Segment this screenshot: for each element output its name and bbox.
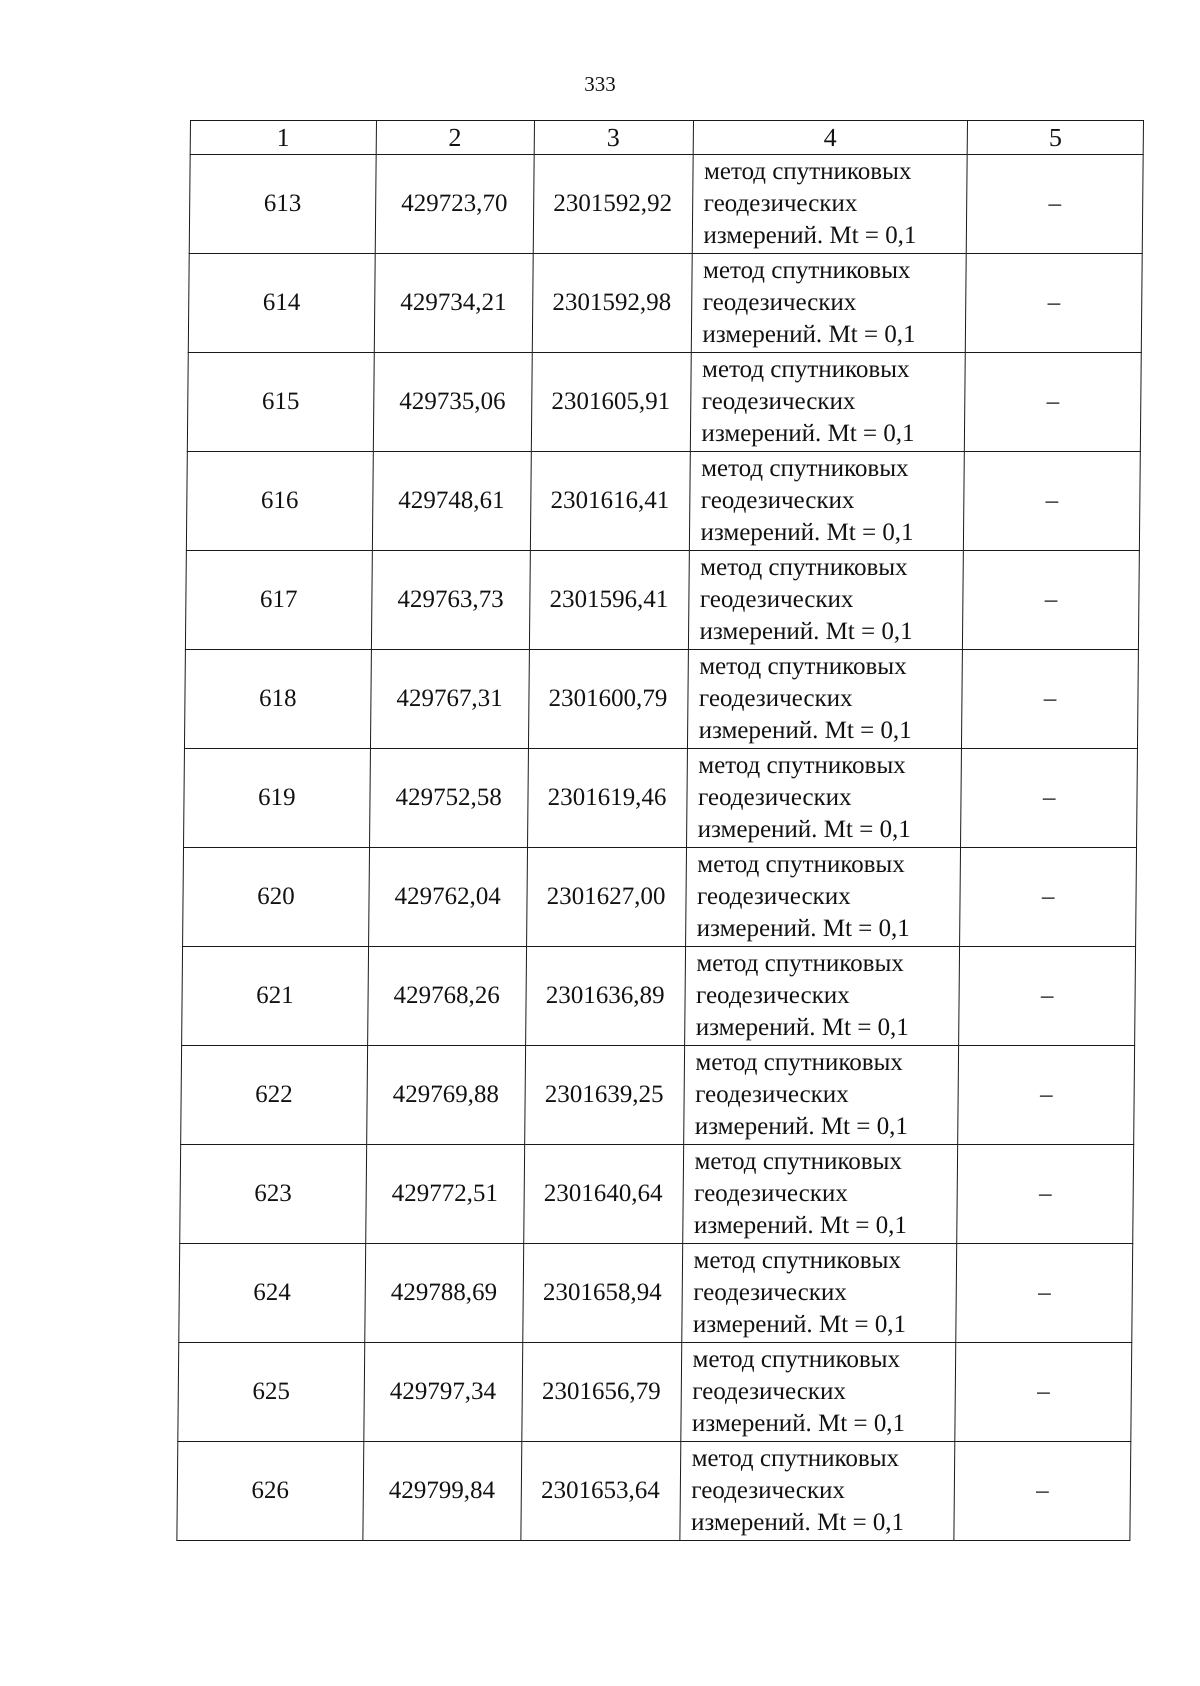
coordinate-x-cell: 429768,26 <box>367 947 526 1046</box>
coordinate-y-cell: 2301600,79 <box>528 650 688 749</box>
method-cell <box>692 155 968 254</box>
coordinate-x-cell: 429763,73 <box>371 551 530 650</box>
note-cell: – <box>960 848 1137 947</box>
coordinate-y-cell: 2301592,98 <box>532 254 692 353</box>
point-number-cell: 613 <box>189 155 376 254</box>
point-number-cell: 623 <box>180 1145 367 1244</box>
method-text-line: измерений. Mt = 0,1 <box>694 1113 909 1140</box>
point-number-cell: 624 <box>179 1244 366 1343</box>
method-text-line: геодезических <box>695 1081 849 1108</box>
method-text-line: измерений. Mt = 0,1 <box>702 321 916 348</box>
column-header-1: 1 <box>190 121 376 155</box>
coordinate-y-cell: 2301653,64 <box>520 1442 680 1541</box>
method-text-line: метод спутниковых <box>701 356 910 383</box>
coordinate-y-cell: 2301627,00 <box>526 848 686 947</box>
method-text-line: метод спутниковых <box>702 257 911 284</box>
note-cell: – <box>965 353 1142 452</box>
method-text-line: геодезических <box>700 487 855 514</box>
method-text-line: геодезических <box>698 685 853 712</box>
method-cell <box>690 353 966 452</box>
note-cell: – <box>956 1244 1133 1343</box>
point-number-cell: 620 <box>183 848 370 947</box>
coordinate-y-cell: 2301658,94 <box>522 1244 682 1343</box>
note-cell: – <box>954 1442 1131 1541</box>
method-text-line: измерений. Mt = 0,1 <box>691 1410 906 1437</box>
method-text-line: метод спутниковых <box>693 1247 902 1274</box>
point-number-cell: 619 <box>184 749 371 848</box>
method-cell <box>683 1046 959 1145</box>
point-number-cell: 626 <box>177 1442 364 1541</box>
column-header-2: 2 <box>376 121 534 155</box>
note-cell: – <box>963 551 1140 650</box>
coordinate-y-cell: 2301605,91 <box>531 353 691 452</box>
method-cell <box>687 650 963 749</box>
note-cell: – <box>957 1145 1134 1244</box>
table-row <box>182 947 1136 1046</box>
coordinate-y-cell: 2301639,25 <box>524 1046 684 1145</box>
table-row <box>180 1145 1134 1244</box>
note-cell: – <box>962 650 1139 749</box>
note-cell: – <box>958 1046 1135 1145</box>
column-header-3: 3 <box>534 121 693 155</box>
method-cell <box>688 551 964 650</box>
method-text-line: измерений. Mt = 0,1 <box>693 1212 908 1239</box>
coordinate-x-cell: 429723,70 <box>375 155 534 254</box>
method-cell <box>680 1343 956 1442</box>
method-text-line: измерений. Mt = 0,1 <box>696 915 910 942</box>
method-text-line: метод спутниковых <box>700 554 908 581</box>
method-text-line: геодезических <box>696 883 851 910</box>
table-header <box>190 121 1143 155</box>
method-text-line: геодезических <box>703 190 858 217</box>
coordinate-y-cell: 2301636,89 <box>525 947 685 1046</box>
method-text-line: измерений. Mt = 0,1 <box>692 1311 907 1338</box>
coordinates-table <box>176 120 1144 1541</box>
note-cell: – <box>959 947 1136 1046</box>
method-cell <box>682 1145 958 1244</box>
method-text-line: измерений. Mt = 0,1 <box>700 519 914 546</box>
method-text-line: измерений. Mt = 0,1 <box>703 222 917 249</box>
coordinate-y-cell: 2301592,92 <box>533 155 693 254</box>
method-text-line: измерений. Mt = 0,1 <box>690 1509 905 1536</box>
point-number-cell: 617 <box>185 551 372 650</box>
coordinate-x-cell: 429769,88 <box>366 1046 525 1145</box>
coordinate-x-cell: 429788,69 <box>364 1244 523 1343</box>
point-number-cell: 618 <box>184 650 371 749</box>
method-text-line: метод спутниковых <box>692 1346 901 1373</box>
method-text-line: геодезических <box>697 784 852 811</box>
table-row <box>185 551 1139 650</box>
point-number-cell: 622 <box>181 1046 368 1145</box>
method-cell <box>685 848 961 947</box>
point-number-cell: 614 <box>188 254 375 353</box>
coordinate-x-cell: 429797,34 <box>364 1343 523 1442</box>
method-text-line: измерений. Mt = 0,1 <box>698 717 912 744</box>
header-row <box>190 121 1143 155</box>
method-text-line: измерений. Mt = 0,1 <box>701 420 915 447</box>
method-text-line: метод спутниковых <box>698 752 906 779</box>
method-text-line: метод спутниковых <box>699 653 907 680</box>
coordinate-y-cell: 2301596,41 <box>529 551 689 650</box>
column-header-4: 4 <box>693 121 968 155</box>
method-text-line: геодезических <box>692 1378 847 1405</box>
table-row <box>189 155 1143 254</box>
page-number: 333 <box>584 72 616 96</box>
point-number-cell: 615 <box>187 353 374 452</box>
table-row <box>184 650 1138 749</box>
table-row <box>187 353 1141 452</box>
note-cell: – <box>967 155 1144 254</box>
coordinate-x-cell: 429799,84 <box>363 1442 522 1541</box>
coordinate-y-cell: 2301640,64 <box>523 1145 683 1244</box>
method-cell <box>681 1244 957 1343</box>
point-number-cell: 616 <box>186 452 373 551</box>
note-cell: – <box>964 452 1141 551</box>
method-cell <box>686 749 962 848</box>
method-cell <box>679 1442 955 1541</box>
column-header-5: 5 <box>967 121 1143 155</box>
coordinate-y-cell: 2301656,79 <box>521 1343 681 1442</box>
coordinate-y-cell: 2301616,41 <box>530 452 690 551</box>
method-text-line: измерений. Mt = 0,1 <box>695 1014 910 1041</box>
coordinate-x-cell: 429772,51 <box>365 1145 524 1244</box>
table-row <box>177 1442 1131 1541</box>
point-number-cell: 621 <box>182 947 369 1046</box>
method-cell <box>684 947 960 1046</box>
method-text-line: метод спутниковых <box>697 851 905 878</box>
method-text-line: геодезических <box>691 1477 846 1504</box>
table-row <box>179 1244 1133 1343</box>
method-text-line: метод спутниковых <box>696 950 904 977</box>
method-text-line: геодезических <box>702 289 857 316</box>
coordinate-x-cell: 429735,06 <box>373 353 532 452</box>
point-number-cell: 625 <box>178 1343 365 1442</box>
method-text-line: геодезических <box>699 586 854 613</box>
method-cell <box>691 254 967 353</box>
note-cell: – <box>955 1343 1132 1442</box>
method-text-line: метод спутниковых <box>701 455 909 482</box>
method-text-line: геодезических <box>701 388 856 415</box>
method-text-line: метод спутниковых <box>691 1445 900 1472</box>
coordinate-x-cell: 429748,61 <box>372 452 531 551</box>
table-row <box>188 254 1142 353</box>
coordinate-y-cell: 2301619,46 <box>527 749 687 848</box>
table-row <box>181 1046 1135 1145</box>
note-cell: – <box>966 254 1143 353</box>
table-body <box>177 155 1143 1541</box>
method-text-line: геодезических <box>693 1279 847 1306</box>
method-text-line: геодезических <box>695 982 850 1009</box>
coordinate-x-cell: 429767,31 <box>370 650 529 749</box>
method-text-line: геодезических <box>694 1180 848 1207</box>
method-text-line: метод спутниковых <box>703 158 912 185</box>
coordinate-x-cell: 429752,58 <box>369 749 528 848</box>
method-text-line: измерений. Mt = 0,1 <box>697 816 911 843</box>
table-row <box>178 1343 1132 1442</box>
method-text-line: метод спутниковых <box>695 1049 904 1076</box>
method-text-line: измерений. Mt = 0,1 <box>699 618 913 645</box>
note-cell: – <box>961 749 1138 848</box>
table-row <box>186 452 1140 551</box>
coordinate-x-cell: 429734,21 <box>374 254 533 353</box>
table-row <box>184 749 1138 848</box>
table-row <box>183 848 1137 947</box>
method-text-line: метод спутниковых <box>694 1148 903 1175</box>
method-cell <box>689 452 965 551</box>
coordinate-x-cell: 429762,04 <box>368 848 527 947</box>
